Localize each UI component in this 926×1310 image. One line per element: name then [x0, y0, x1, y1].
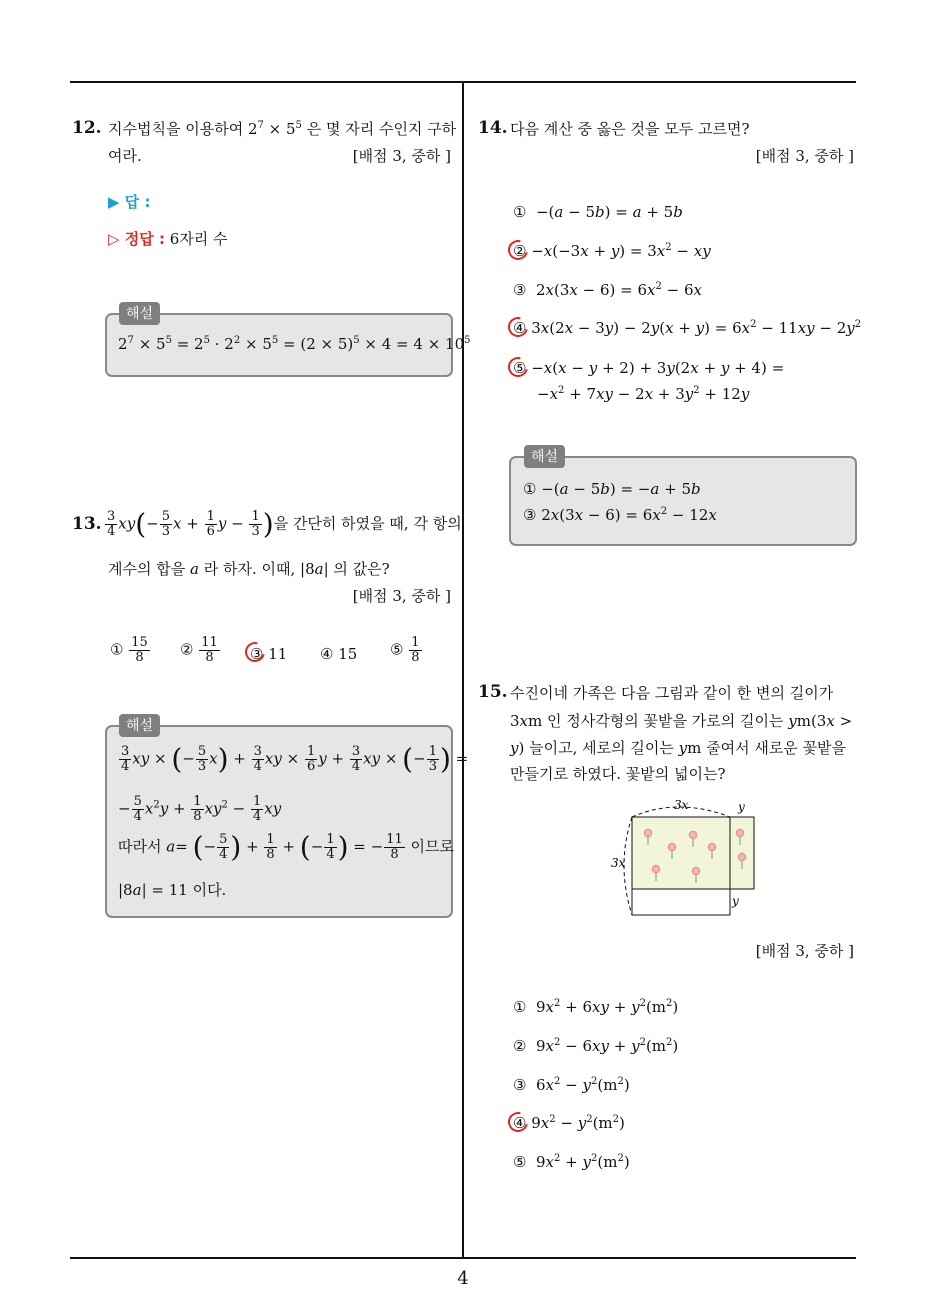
q13-text-line2: 계수의 합을 a 라 하자. 이때, |8a| 의 값은?: [108, 560, 390, 578]
q13-explanation-tag: 해설: [119, 714, 160, 737]
q13-meta: [배점 3, 중하 ]: [352, 587, 451, 605]
correct-label: ▷ 정답 :: [108, 230, 165, 248]
q15-text-line2: 3xm 인 정사각형의 꽃밭을 가로의 길이는 ym(3x >: [510, 712, 853, 730]
q15-text-line3: y) 늘이고, 세로의 길이는 ym 줄여서 새로운 꽃밭을: [510, 739, 847, 757]
q12-explanation-tag: 해설: [119, 302, 160, 325]
q14-option-1: ① −(a − 5b) = a + 5b: [513, 203, 683, 221]
q15-option-4: ④ $9x^2 - y^2(m^2)$: [513, 1114, 625, 1132]
q13-option-5: ⑤ $\frac{1}{8}$: [390, 635, 420, 665]
q15-option-2: ② $9x^2 - 6xy + y^2(m^2)$: [513, 1037, 679, 1055]
q13-expl-line4: |8a| = 11 이다.: [118, 881, 227, 899]
garden-figure: [608, 795, 768, 920]
q15-text-line1: 수진이네 가족은 다음 그림과 같이 한 변의 길이가: [510, 684, 834, 702]
q12-correct-answer: [108, 228, 228, 249]
q14-option-5: ⑤ −x(x − y + 2) + 3y(2x + y + 4) =: [513, 359, 785, 377]
q12-meta: [배점 3, 중하 ]: [352, 147, 451, 165]
q14-option-2: ② $-x(-3x + y) = 3x^2$ − xy: [513, 242, 711, 260]
q15-meta: [배점 3, 중하 ]: [755, 942, 854, 960]
q13-explanation-box: [105, 725, 469, 918]
q15-option-5: ⑤ $9x^2 + y^2(m^2)$: [513, 1153, 630, 1171]
q14-explanation-box: [509, 456, 857, 546]
q14-option-5-cont: $-x^2 + 7xy - 2x + 3y^2 + 12y$: [537, 385, 750, 403]
q14-expl-line2: ③ $2x(3x - 6) = 6x^2 - 12x$: [523, 506, 717, 524]
q15-option-3: ③ $6x^2 - y^2(m^2)$: [513, 1076, 630, 1094]
page-number: 4: [457, 1268, 469, 1289]
q14-text: 다음 계산 중 옳은 것을 모두 고르면?: [510, 120, 750, 138]
q12-answer-label: ▶ 답 :: [108, 193, 151, 211]
q13-expl-line1: $\frac{3}{4}$ xy × (− $\frac{5}{3}$ x) + $\frac{3}{4}$ xy × $\frac{1}{6}$ y + $\frac{3}{4}$ xy × (− $\frac{1}{3}$ ) =: [121, 742, 469, 776]
q13-number: 13.: [72, 514, 102, 534]
figure-label-3x-top: 3x: [674, 798, 689, 812]
q14-option-4: ④ $3x(2x - 3y) - 2y(x + y) = 6x^2 - 11xy - 2y^2$: [513, 319, 862, 337]
q12-text-line2: 여라.: [108, 147, 142, 165]
bottom-rule: [70, 1257, 856, 1259]
q13-option-2: ② $\frac{11}{8}$: [180, 635, 218, 665]
q12-explanation-line: $2^7 \times 5^5 = 2^5 \cdot 2^2 \times 5^5 = (2 \times 5)^5 \times 4 = 4 \times 10^5$: [118, 335, 471, 353]
q13-expl-line3: 따라서 a= (− $\frac{5}{4}$ ) + $\frac{1}{8}$ + (− $\frac{1}{4}$ ) = − $\frac{11}{8}$ 이므로: [118, 830, 455, 864]
figure-label-y-top: y: [738, 800, 745, 814]
q13-option-4: ④ 15: [320, 645, 358, 663]
q15-text-line4: 만들기로 하였다. 꽃밭의 넓이는?: [510, 765, 726, 783]
q14-meta: [배점 3, 중하 ]: [755, 147, 854, 165]
q14-number: 14.: [478, 118, 508, 138]
q12-number: 12.: [72, 118, 102, 138]
figure-label-y-bottom: y: [732, 894, 739, 908]
q13-option-1: ① $\frac{15}{8}$: [110, 635, 148, 665]
q13-option-3: ③ 11: [250, 645, 288, 663]
q13-expl-line2: − $\frac{5}{4}$ $x^2y$ + $\frac{1}{8}$ $xy^2$ − $\frac{1}{4}$ xy: [118, 794, 282, 824]
figure-label-3x-left: 3x: [611, 856, 626, 870]
q14-explanation-tag: 해설: [524, 445, 565, 468]
q12-text-line1: 지수법칙을 이용하여 $2^7 \times 5^5$ 은 몇 자리 수인지 구하: [108, 120, 457, 138]
q14-expl-line1: ① −(a − 5b) = −a + 5b: [523, 480, 701, 498]
correct-value: 6자리 수: [169, 230, 228, 248]
q15-option-1: ① $9x^2 + 6xy + y^2(m^2)$: [513, 998, 679, 1016]
q13-expression: $\frac{3}{4}$ xy(− $\frac{5}{3}$ x + $\frac{1}{6}$ y − $\frac{1}{3}$ )을 간단히 하였을 때, 각 항의: [107, 507, 462, 541]
q14-option-3: ③ $2x(3x - 6) = 6x^2 - 6x$: [513, 281, 703, 299]
q15-number: 15.: [478, 682, 508, 702]
column-divider: [462, 82, 464, 1258]
